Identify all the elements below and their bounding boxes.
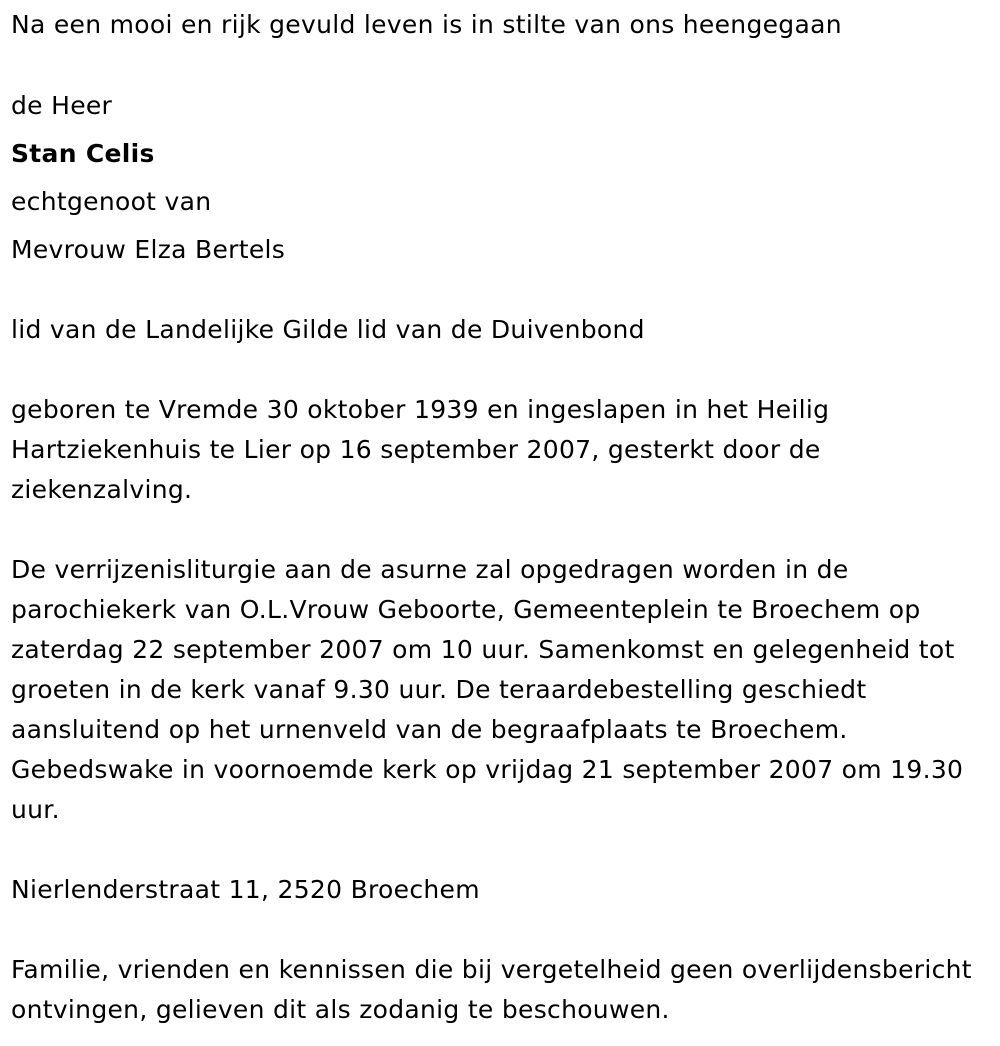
- birth-death-paragraph: geboren te Vremde 30 oktober 1939 en ingeslapen in het Heilig Hartziekenhuis te Lier op 16 september 2007, gesterkt door de ziekenzalving.: [11, 395, 830, 504]
- spouse-name: Mevrouw Elza Bertels: [11, 235, 286, 264]
- intro-text: Na een mooi en rijk gevuld leven is in stilte van ons heengegaan: [11, 10, 842, 39]
- deceased-name: Stan Celis: [11, 139, 155, 168]
- address-text: Nierlenderstraat 11, 2520 Broechem: [11, 875, 480, 904]
- honorific: de Heer: [11, 91, 113, 120]
- closing-paragraph: Familie, vrienden en kennissen die bij vergetelheid geen overlijdensbericht ontvingen, gelieven dit als zodanig te beschouwen.: [11, 955, 972, 1024]
- funeral-paragraph: De verrijzenisliturgie aan de asurne zal opgedragen worden in de parochiekerk van O.L.Vrouw Geboorte, Gemeenteplein te Broechem op zaterdag 22 september 2007 om 10 uur. Samenkomst en gelegenheid tot groeten in de kerk vanaf 9.30 uur. De teraardebestelling geschiedt aansluitend op het urnenveld van de begraafplaats te Broechem. Gebedswake in voornoemde kerk op vrijdag 21 september 2007 om 19.30 uur.: [11, 555, 964, 824]
- memberships-text: lid van de Landelijke Gilde lid van de Duivenbond: [11, 315, 645, 344]
- relation-text: echtgenoot van: [11, 187, 212, 216]
